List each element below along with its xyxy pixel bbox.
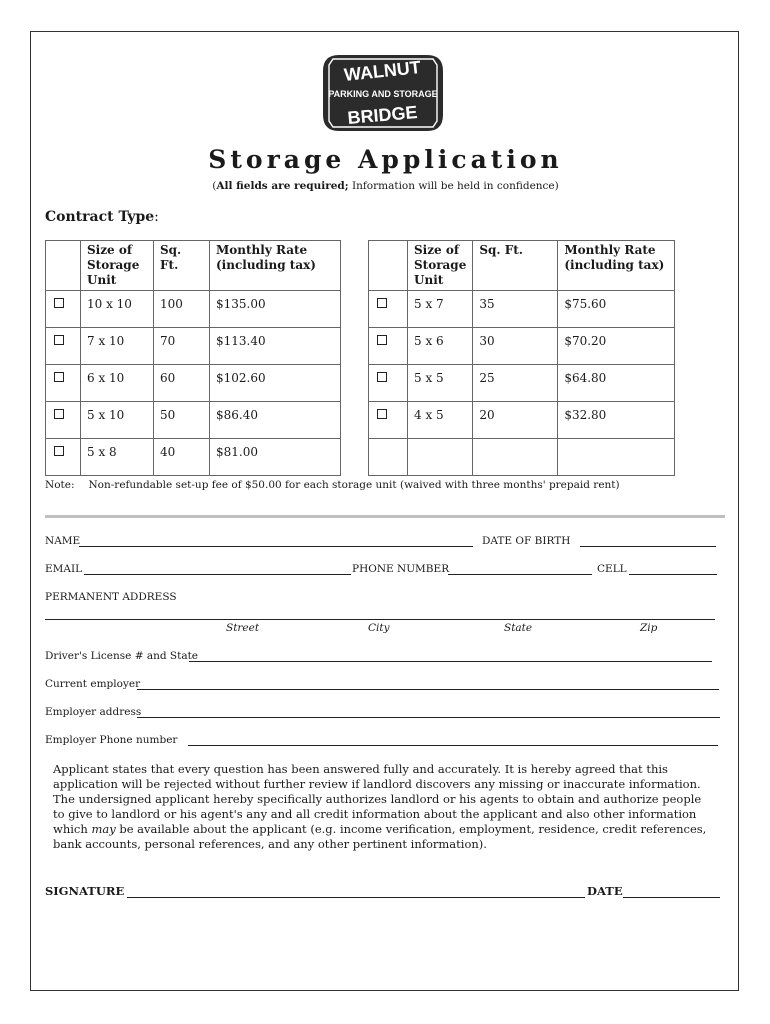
- rate-cell: $102.60: [210, 365, 341, 402]
- state-label: State: [504, 622, 533, 634]
- rate-cell: $75.60: [558, 291, 675, 328]
- rate-header: Monthly Rate (including tax): [558, 241, 675, 291]
- permanent-address-label: PERMANENT ADDRESS: [45, 591, 177, 603]
- sqft-header: Sq. Ft.: [473, 241, 558, 291]
- checkbox-cell: [369, 328, 408, 365]
- checkbox-cell: [46, 402, 81, 439]
- unit-checkbox[interactable]: [377, 298, 387, 308]
- sqft-cell: 100: [154, 291, 210, 328]
- cell-field[interactable]: [629, 563, 717, 575]
- table-row: [46, 365, 341, 402]
- checkbox-header: [369, 241, 408, 291]
- size-cell: 5 x 7: [408, 291, 473, 328]
- sqft-cell: 50: [154, 402, 210, 439]
- signature-label: SIGNATURE: [45, 884, 125, 898]
- table-row: [46, 439, 341, 476]
- rate-cell: $135.00: [210, 291, 341, 328]
- city-label: City: [368, 622, 390, 634]
- logo-text-top: WALNUT: [343, 57, 422, 86]
- rate-cell: $64.80: [558, 365, 675, 402]
- unit-checkbox[interactable]: [54, 446, 64, 456]
- rates-table-right: [368, 240, 675, 476]
- contract-type-text: Contract Type: [45, 209, 155, 225]
- checkbox-cell: [46, 291, 81, 328]
- subtitle-open: (: [212, 180, 217, 192]
- employer-phone-label: Employer Phone number: [45, 734, 178, 746]
- street-label: Street: [226, 622, 260, 634]
- sqft-cell: 60: [154, 365, 210, 402]
- statement-may: may: [91, 822, 116, 836]
- rate-cell: $86.40: [210, 402, 341, 439]
- application-page: [30, 31, 739, 991]
- walnut-bridge-logo: [319, 51, 447, 135]
- sqft-header: Sq. Ft.: [154, 241, 210, 291]
- sqft-cell: 20: [473, 402, 558, 439]
- statement-part-2: be available about the applicant (e.g. income verification, employment, residence, credit references, bank accounts, personal references, and any other pertinent information).: [53, 822, 707, 851]
- unit-checkbox[interactable]: [54, 409, 64, 419]
- cell-label: CELL: [597, 563, 627, 575]
- table-row: [46, 291, 341, 328]
- table-row: [46, 328, 341, 365]
- current-employer-field[interactable]: [137, 678, 719, 690]
- name-label: NAME: [45, 535, 81, 547]
- size-header: Size of Storage Unit: [81, 241, 154, 291]
- checkbox-cell: [369, 402, 408, 439]
- employer-phone-field[interactable]: [188, 734, 718, 746]
- rate-header: Monthly Rate (including tax): [210, 241, 341, 291]
- unit-checkbox[interactable]: [377, 409, 387, 419]
- sqft-cell: 35: [473, 291, 558, 328]
- setup-fee-note: [45, 479, 620, 491]
- rate-cell: $81.00: [210, 439, 341, 476]
- checkbox-cell: [46, 439, 81, 476]
- unit-checkbox[interactable]: [377, 372, 387, 382]
- date-field[interactable]: [623, 884, 720, 898]
- section-divider: [45, 515, 725, 518]
- email-field[interactable]: [84, 563, 351, 575]
- sqft-cell: 30: [473, 328, 558, 365]
- checkbox-cell: [46, 328, 81, 365]
- phone-label: PHONE NUMBER: [352, 563, 450, 575]
- size-cell: 7 x 10: [81, 328, 154, 365]
- size-cell: 4 x 5: [408, 402, 473, 439]
- size-cell: 5 x 8: [81, 439, 154, 476]
- signature-field[interactable]: [127, 884, 585, 898]
- checkbox-cell: [369, 291, 408, 328]
- sqft-cell: 70: [154, 328, 210, 365]
- permanent-address-field[interactable]: [45, 608, 715, 620]
- contract-type-label: [45, 209, 159, 225]
- dob-label: DATE OF BIRTH: [482, 535, 571, 547]
- empty-cell: [473, 439, 558, 476]
- size-header: Size of Storage Unit: [408, 241, 473, 291]
- employer-address-field[interactable]: [137, 706, 720, 718]
- drivers-license-field[interactable]: [189, 650, 712, 662]
- note-text: Non-refundable set-up fee of $50.00 for each storage unit (waived with three months' prepaid rent): [88, 479, 620, 491]
- unit-checkbox[interactable]: [54, 335, 64, 345]
- subtitle-required: All fields are required;: [216, 180, 349, 192]
- size-cell: 5 x 6: [408, 328, 473, 365]
- table-row: [369, 402, 675, 439]
- checkbox-header: [46, 241, 81, 291]
- empty-cell: [408, 439, 473, 476]
- rates-table-left: [45, 240, 341, 476]
- logo-text-bottom: BRIDGE: [346, 102, 419, 129]
- email-label: EMAIL: [45, 563, 83, 575]
- unit-checkbox[interactable]: [377, 335, 387, 345]
- size-cell: 10 x 10: [81, 291, 154, 328]
- employer-address-label: Employer address: [45, 706, 142, 718]
- sqft-cell: 25: [473, 365, 558, 402]
- size-cell: 5 x 5: [408, 365, 473, 402]
- empty-cell: [558, 439, 675, 476]
- rate-cell: $113.40: [210, 328, 341, 365]
- size-cell: 5 x 10: [81, 402, 154, 439]
- checkbox-cell: [46, 365, 81, 402]
- unit-checkbox[interactable]: [54, 372, 64, 382]
- logo-text-middle: PARKING AND STORAGE: [328, 89, 438, 99]
- table-row: [369, 328, 675, 365]
- empty-cell: [369, 439, 408, 476]
- table-row-empty: [369, 439, 675, 476]
- checkbox-cell: [369, 365, 408, 402]
- table-row: [46, 402, 341, 439]
- page-title: Storage Application: [208, 145, 563, 174]
- subtitle: [31, 180, 740, 192]
- note-label: Note:: [45, 479, 75, 491]
- phone-field[interactable]: [448, 563, 592, 575]
- rate-cell: $70.20: [558, 328, 675, 365]
- applicant-statement: [53, 762, 713, 852]
- current-employer-label: Current employer: [45, 678, 141, 690]
- zip-label: Zip: [640, 622, 658, 634]
- contract-type-colon: :: [154, 209, 159, 225]
- rate-cell: $32.80: [558, 402, 675, 439]
- statement-part-1: Applicant states that every question has been answered fully and accurately. It is hereby agreed that this application will be rejected without further review if landlord discovers any missing or inaccurate information. The undersigned applicant hereby specifically authorizes landlord or his agents to obtain and authorize people to give to landlord or his agent's any and all credit information about the applicant and also other information which: [53, 762, 702, 836]
- size-cell: 6 x 10: [81, 365, 154, 402]
- dob-field[interactable]: [580, 535, 716, 547]
- table-row: [369, 365, 675, 402]
- drivers-license-label: Driver's License # and State: [45, 650, 199, 662]
- subtitle-confidential: Information will be held in confidence): [352, 180, 559, 192]
- unit-checkbox[interactable]: [54, 298, 64, 308]
- date-label: DATE: [587, 884, 623, 898]
- name-field[interactable]: [79, 535, 473, 547]
- table-row: [369, 291, 675, 328]
- sqft-cell: 40: [154, 439, 210, 476]
